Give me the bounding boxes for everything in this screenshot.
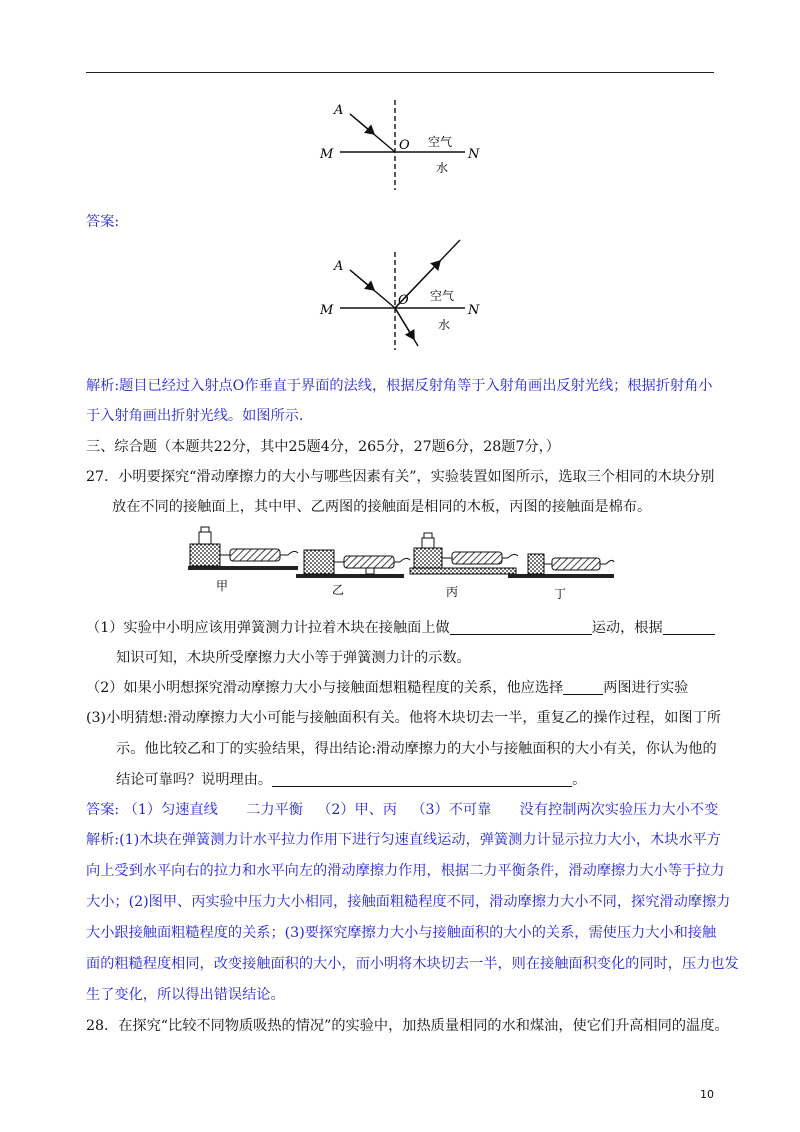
q27-part1-line2: 知识可知，木块所受摩擦力大小等于弹簧测力计的示数。: [116, 650, 471, 666]
q28-stem-line1: 28．在探究“比较不同物质吸热的情况”的实验中，加热质量相同的水和煤油，使它们升高相同的温度。: [86, 1018, 729, 1034]
fig-label-ding: 丁: [554, 587, 567, 601]
analysis-26-line2: 于入射角画出折射光线。如图所示.: [86, 408, 304, 424]
label-o: O: [399, 138, 410, 153]
fig-label-bing: 丙: [446, 585, 459, 599]
answer-blank-2[interactable]: [663, 619, 715, 635]
section-heading: 三、综合题（本题共22分，其中25题4分，265分，27题6分，28题7分，）: [86, 439, 560, 455]
label-o: O: [398, 293, 409, 308]
fig-label-yi: 乙: [332, 583, 345, 597]
refraction-answer-figure: [310, 234, 500, 354]
label-water: 水: [436, 161, 449, 175]
setup-jia: [188, 527, 298, 570]
analysis-27-line6: 生了变化，所以得出错误结论。: [86, 987, 285, 1003]
label-air: 空气: [428, 135, 453, 149]
refraction-question-figure: [310, 96, 500, 192]
analysis-27-line1: 解析:(1)木块在弹簧测力计水平拉力作用下进行匀速直线运动，弹簧测力计显示拉力大小，木块水平方: [86, 832, 721, 848]
q27-stem-line2: 放在不同的接触面上，其中甲、乙两图的接触面是相同的木板，丙图的接触面是棉布。: [112, 499, 652, 515]
friction-experiment-figure: [186, 522, 616, 606]
analysis-26-line1: 解析:题目已经过入射点O作垂直于界面的法线，根据反射角等于入射角画出反射光线；根据折射角小: [86, 378, 713, 394]
analysis-27-line4: 大小跟接触面粗糙程度的关系；(3)要探究摩擦力大小与接触面积的大小的关系，需使压力大小和接触: [86, 925, 717, 941]
analysis-27-line3: 大小；(2)图甲、丙实验中压力大小相同，接触面粗糙程度不同，滑动摩擦力大小不同，探究滑动摩擦力: [86, 894, 731, 910]
q27-part3-line2: 示。他比较乙和丁的实验结果，得出结论:滑动摩擦力的大小与接触面积的大小有关，你认为他的: [116, 741, 717, 757]
answer-label-26: 答案:: [86, 214, 120, 230]
label-n: N: [468, 303, 480, 318]
answer-blank-4[interactable]: [272, 771, 572, 787]
q27-part3-line3: 结论可靠吗？说明理由。 。: [116, 772, 587, 788]
label-m: M: [320, 303, 334, 318]
q27-part3-line1: (3)小明猜想:滑动摩擦力大小可能与接触面积有关。他将木块切去一半，重复乙的操作过程，如图丁所: [86, 710, 721, 726]
page-number: 10: [700, 1088, 714, 1101]
answer-blank-3[interactable]: [563, 679, 603, 695]
setup-ding: [508, 554, 614, 578]
label-n: N: [468, 147, 480, 162]
header-rule: [86, 72, 714, 73]
setup-yi: [296, 550, 410, 578]
label-a: A: [334, 103, 344, 118]
answer-blank-1[interactable]: [450, 619, 592, 635]
label-a: A: [334, 259, 344, 274]
answer-27: 答案: （1）匀速直线 二力平衡 （2）甲、丙 （3）不可靠 没有控制两次实验压力大小不变: [86, 802, 719, 818]
label-m: M: [320, 147, 334, 162]
q27-stem-line1: 27．小明要探究“滑动摩擦力的大小与哪些因素有关”，实验装置如图所示，选取三个相同的木块分别: [86, 469, 715, 485]
q27-part2: （2）如果小明想探究滑动摩擦力大小与接触面想粗糙程度的关系，他应选择 两图进行实验: [86, 680, 689, 696]
label-water: 水: [438, 318, 451, 332]
analysis-27-line5: 面的粗糙程度相同，改变接触面积的大小，而小明将木块切去一半，则在接触面积变化的同时，压力也发: [86, 956, 739, 972]
fig-label-jia: 甲: [216, 579, 229, 593]
analysis-27-line2: 向上受到水平向右的拉力和水平向左的滑动摩擦力作用，根据二力平衡条件，滑动摩擦力大小等于拉力: [86, 863, 725, 879]
label-air: 空气: [430, 289, 455, 303]
setup-bing: [410, 533, 518, 574]
q27-part1-line1: （1）实验中小明应该用弹簧测力计拉着木块在接触面上做 运动，根据: [86, 618, 715, 638]
